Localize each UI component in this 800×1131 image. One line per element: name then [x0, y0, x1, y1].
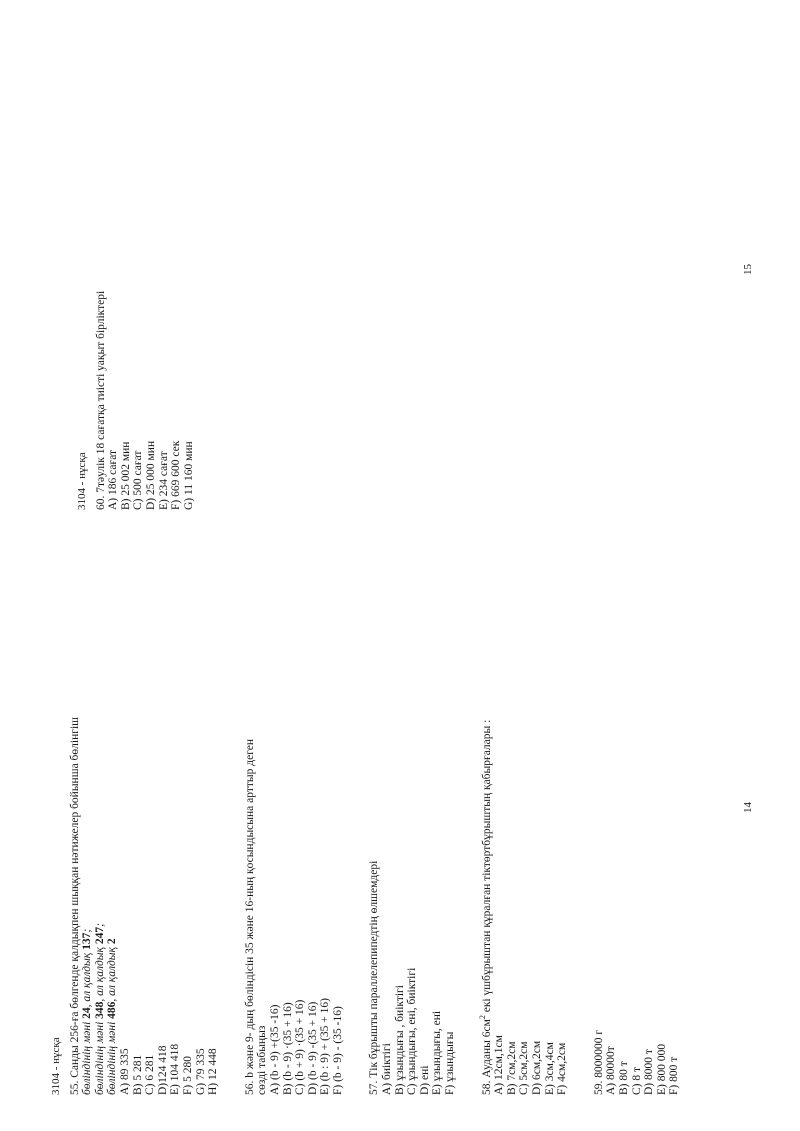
- stem-text: екі үшбұрыштан құралған тіктөртбұрыштың қабырғалары :: [480, 719, 493, 1016]
- answer-option: D) ені: [418, 1065, 431, 1095]
- question-56: [244, 575, 345, 1095]
- question-stem: 60. 7тәулік 18 сағатқа тиісті уақыт бірліктері: [94, 290, 107, 510]
- answer-option: D) 25 000 мин: [144, 440, 157, 510]
- condition-line: [94, 575, 107, 1095]
- answer-option: A) (b - 9) +(35 -16): [268, 1004, 281, 1095]
- answer-option: G) 11 160 мин: [182, 441, 195, 510]
- answer-option: B) 25 002 мин: [119, 441, 132, 510]
- answer-option: C) 8 т: [630, 1066, 643, 1095]
- quotient-value: 486: [106, 1001, 119, 1019]
- answer-option: B) 80 т: [617, 1061, 630, 1095]
- answer-option: B) 5 281: [131, 1054, 144, 1095]
- superscript: 2: [477, 1015, 487, 1020]
- answer-option: D) 8000 т: [643, 1049, 656, 1095]
- answer-option: F) 669 600 сек: [170, 440, 183, 510]
- answer-option: D)124 418: [156, 1045, 169, 1095]
- variant-header: 3104 - нұсқа: [50, 1037, 62, 1095]
- answer-option: F) 800 т: [668, 1056, 681, 1095]
- condition-text: ;: [81, 928, 94, 933]
- question-59: [593, 575, 681, 1095]
- quotient-value: 24: [81, 1007, 94, 1019]
- answer-option: F) ұзындығы: [444, 1031, 457, 1095]
- question-57: [368, 575, 456, 1095]
- answer-option: A) биіктігі: [381, 1043, 394, 1095]
- question-58: [477, 575, 569, 1095]
- answer-option: C) (b + 9) ·(35 + 16): [294, 999, 307, 1095]
- answer-option: B) 7см,2см: [505, 1041, 518, 1095]
- condition-text: бөліндінің мәні: [93, 1018, 106, 1095]
- question-stem: 57. Тік бұрышты параллелепипедтің өлшемдері: [368, 860, 381, 1095]
- answer-option: E) (b : 9) + (35 + 16): [319, 998, 332, 1095]
- question-stem: 59. 8000000 г: [592, 1029, 605, 1095]
- page-number: 15: [742, 264, 754, 275]
- answer-option: B) ұзындығы , биіктігі: [393, 985, 406, 1095]
- answer-option: E) 234 сағат: [157, 451, 170, 510]
- condition-text: ;: [93, 923, 106, 927]
- answer-option: C) 5см,2см: [518, 1041, 531, 1095]
- answer-option: D) 6см,2см: [531, 1040, 543, 1095]
- answer-option: E) 3см,4см: [543, 1042, 556, 1095]
- answer-option: F) 5 280: [181, 1056, 194, 1095]
- answer-option: F) 4см,2см: [556, 1042, 569, 1095]
- condition-line: [81, 575, 94, 1095]
- condition-line: [106, 575, 119, 1095]
- question-stem: сөзді табыңыз: [256, 1025, 269, 1095]
- page-number: 14: [742, 802, 754, 813]
- question-stem: 55. Санды 256-ға бөлгенде қалдықпен шыққан нәтижелер бойынша бөлінгіш: [68, 716, 81, 1095]
- stem-text: 58. Ауданы 6см: [480, 1019, 493, 1095]
- answer-option: A) 89 335: [118, 1048, 131, 1095]
- answer-option: A) 80000т: [605, 1046, 618, 1095]
- variant-header: 3104 - нұсқа: [76, 452, 88, 510]
- condition-text: бөліндінің мәні: [106, 1018, 119, 1095]
- answer-option: E) 104 418: [169, 1043, 182, 1095]
- right-page: [76, 30, 195, 510]
- answer-option: A) 12см,1см: [493, 1035, 506, 1095]
- answer-option: H) 12 448: [207, 1048, 220, 1095]
- remainder-value: 2: [106, 938, 119, 945]
- answer-option: E) ұзындығы, ені: [431, 1010, 444, 1095]
- condition-text: , ал қалдық: [93, 944, 106, 1002]
- answer-option: G) 79 335: [194, 1048, 207, 1095]
- condition-text: бөліндінің мәні: [81, 1018, 94, 1095]
- condition-text: , ал қалдық: [81, 949, 94, 1008]
- quotient-value: 348: [93, 1001, 106, 1019]
- question-stem: 56. b және 9- дың бөліндісін 35 және 16-ның қосындысына арттыр деген: [243, 738, 256, 1095]
- question-55: [69, 575, 220, 1095]
- remainder-value: 247: [93, 926, 106, 945]
- remainder-value: 137: [81, 932, 94, 950]
- answer-option: F) (b - 9) - (35 -16): [331, 1006, 344, 1095]
- answer-option: E) 800 000: [655, 1043, 668, 1095]
- condition-text: , ал қалдық: [106, 944, 119, 1002]
- left-page: [50, 575, 681, 1095]
- question-60: [95, 30, 196, 510]
- answer-option: C) 500 сағат: [132, 450, 145, 510]
- answer-option: C) ұзындығы, ені, биіктігі: [406, 967, 419, 1095]
- answer-option: C) 6 281: [144, 1054, 157, 1095]
- answer-option: A) 186 сағат: [107, 449, 120, 510]
- answer-option: D) (b - 9) -(35 + 16): [306, 1001, 319, 1095]
- answer-option: B) (b - 9) ·(35 + 16): [281, 1002, 294, 1095]
- question-stem: [477, 575, 494, 1095]
